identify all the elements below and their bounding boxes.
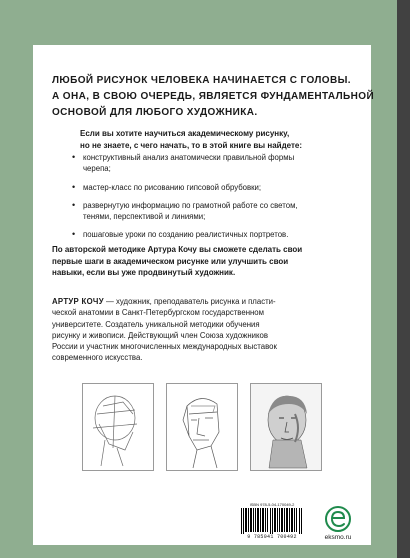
isbn-label: ISBN 978-5-04-170049-2 bbox=[249, 502, 295, 507]
spine-strip bbox=[397, 0, 410, 558]
publisher-url: eksmo.ru bbox=[324, 534, 352, 541]
bullet-icon: • bbox=[72, 181, 76, 192]
sketch-construction-image bbox=[82, 383, 154, 471]
author-first-line bbox=[52, 296, 352, 307]
method-line: По авторской методике Артура Кочу вы сможете сделать свои bbox=[52, 245, 303, 254]
sketch-portrait-image bbox=[250, 383, 322, 471]
list-item-line: развернутую информацию по грамотной работе со светом, bbox=[83, 200, 298, 210]
author-line: ческой анатомии в Санкт-Петербургском государственном bbox=[52, 308, 265, 318]
barcode-digits: 9 785041 700492 bbox=[247, 534, 297, 540]
author-line: — художник, преподаватель рисунка и пласти- bbox=[103, 297, 276, 306]
list-item-line: черепа; bbox=[83, 164, 111, 174]
intro-line: но не знаете, с чего начать, то в этой книге вы найдете: bbox=[80, 140, 303, 150]
list-item bbox=[72, 200, 352, 223]
intro-line: Если вы хотите научиться академическому рисунку, bbox=[80, 129, 290, 138]
list-item-line: пошаговые уроки по созданию реалистичных портретов. bbox=[83, 230, 289, 240]
author-line: России и участник многочисленных международных выставок bbox=[52, 342, 277, 352]
hero-line: ЛЮБОЙ РИСУНОК ЧЕЛОВЕКА НАЧИНАЕТСЯ С ГОЛОВЫ. bbox=[52, 75, 351, 86]
feature-list bbox=[72, 152, 352, 248]
list-item bbox=[72, 152, 352, 175]
hero-heading bbox=[52, 73, 375, 121]
hero-line: ОСНОВОЙ ДЛЯ ЛЮБОГО ХУДОЖНИКА. bbox=[52, 107, 258, 118]
bullet-icon: • bbox=[72, 152, 76, 162]
author-name: АРТУР КОЧУ bbox=[52, 297, 104, 306]
list-item-line: тенями, перспективой и линиями; bbox=[83, 212, 206, 222]
method-line: навыки, если вы уже продвинутый художник. bbox=[52, 268, 236, 277]
author-bio bbox=[52, 296, 352, 364]
bullet-icon: • bbox=[72, 229, 76, 240]
barcode bbox=[238, 502, 306, 540]
author-line: рисунку и живописи. Действующий член Союза художников bbox=[52, 330, 268, 340]
hero-line: А ОНА, В СВОЮ ОЧЕРЕДЬ, ЯВЛЯЕТСЯ ФУНДАМЕНТАЛЬНОЙ bbox=[52, 91, 375, 102]
list-item bbox=[72, 182, 352, 193]
author-line: университете. Создатель уникальной методики обучения bbox=[52, 319, 260, 329]
drawing-sequence bbox=[82, 383, 322, 471]
list-item-line: мастер-класс по рисованию гипсовой обрубовки; bbox=[83, 182, 262, 192]
author-line: современного искусства. bbox=[52, 353, 143, 363]
bullet-icon: • bbox=[72, 199, 76, 210]
method-line: первые шаги в академическом рисунке или улучшить свои bbox=[52, 256, 289, 266]
barcode-bars bbox=[240, 508, 304, 534]
sketch-planes-image bbox=[166, 383, 238, 471]
intro-paragraph bbox=[80, 128, 330, 151]
eksmo-logo-icon bbox=[325, 506, 351, 532]
list-item-line: конструктивный анализ анатомически правильной формы bbox=[83, 153, 295, 162]
list-item bbox=[72, 229, 352, 240]
method-paragraph bbox=[52, 244, 352, 279]
